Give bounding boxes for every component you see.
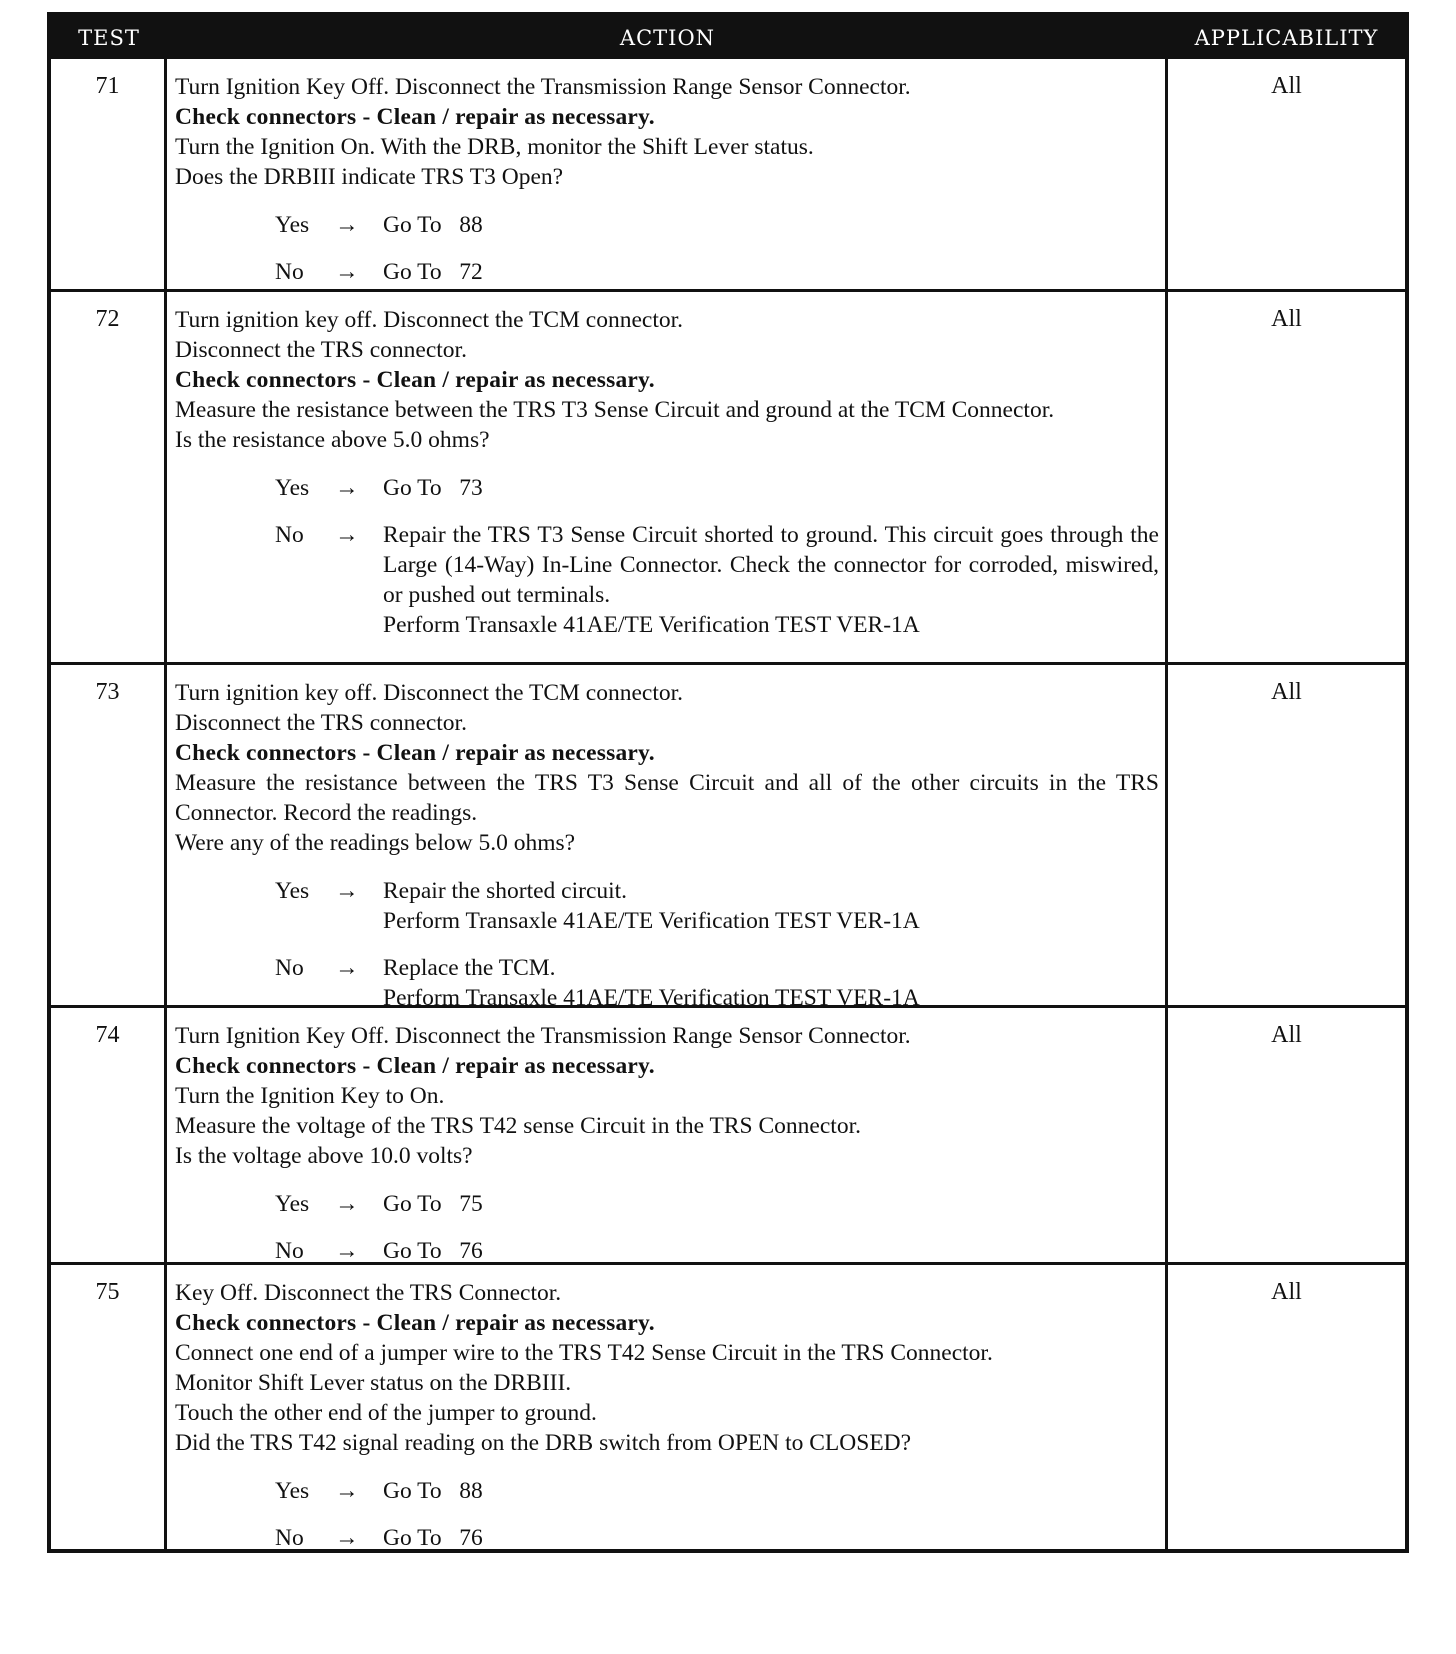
result-text: Go To 76	[383, 1238, 483, 1264]
branch-no	[275, 953, 1159, 1013]
branch-answer: No	[275, 259, 304, 285]
branch-result	[383, 876, 1159, 936]
table-row	[51, 59, 1405, 289]
branch-result	[383, 1236, 1159, 1266]
result-text: Perform Transaxle 41AE/TE Verification TEST VER-1A	[383, 985, 920, 1011]
branch-result	[383, 1189, 1159, 1219]
result-text: Perform Transaxle 41AE/TE Verification TEST VER-1A	[383, 908, 920, 934]
action-line: Disconnect the TRS connector.	[175, 710, 467, 736]
arrow-right-icon: →	[335, 1478, 359, 1504]
branch-result	[383, 257, 1159, 287]
action-cell	[167, 1008, 1168, 1262]
action-line: Turn the Ignition On. With the DRB, monitor the Shift Lever status.	[175, 134, 814, 160]
decision-branches	[175, 1189, 1159, 1266]
check-connectors-note: Check connectors - Clean / repair as necessary.	[175, 740, 655, 766]
branch-no	[275, 1236, 1159, 1266]
decision-branches	[175, 210, 1159, 287]
decision-branches	[175, 1476, 1159, 1553]
table-row	[51, 1262, 1405, 1549]
result-text: Go To 72	[383, 259, 483, 285]
check-connectors-note: Check connectors - Clean / repair as necessary.	[175, 104, 655, 130]
action-line: Does the DRBIII indicate TRS T3 Open?	[175, 164, 564, 190]
diagnostic-test-table	[47, 12, 1409, 1553]
arrow-right-icon: →	[335, 475, 359, 501]
branch-answer: Yes	[275, 878, 310, 904]
arrow-right-icon: →	[335, 522, 359, 548]
table-row	[51, 662, 1405, 1011]
branch-answer: Yes	[275, 475, 310, 501]
branch-result	[383, 520, 1159, 640]
action-line: Turn ignition key off. Disconnect the TCM connector.	[175, 680, 684, 706]
result-text: Replace the TCM.	[383, 955, 556, 981]
branch-no	[275, 520, 1159, 640]
header-applicability: APPLICABILITY	[1194, 25, 1379, 50]
branch-answer: No	[275, 1525, 304, 1551]
branch-result	[383, 1523, 1159, 1553]
action-line: Turn Ignition Key Off. Disconnect the Transmission Range Sensor Connector.	[175, 1023, 911, 1049]
check-connectors-note: Check connectors - Clean / repair as necessary.	[175, 367, 655, 393]
applicability: All	[1271, 1279, 1302, 1305]
result-text: Repair the TRS T3 Sense Circuit shorted to ground. This circuit goes through the Large (14-Way) In-Line Connector. Check the connector for corroded, miswired, or pushed out terminals.	[383, 522, 1159, 608]
result-text: Go To 88	[383, 212, 483, 238]
check-connectors-note: Check connectors - Clean / repair as necessary.	[175, 1053, 655, 1079]
action-line: Measure the voltage of the TRS T42 sense Circuit in the TRS Connector.	[175, 1113, 861, 1139]
test-number: 73	[51, 665, 167, 1005]
arrow-right-icon: →	[335, 955, 359, 981]
arrow-right-icon: →	[335, 1525, 359, 1551]
decision-branches	[175, 876, 1159, 1013]
result-text: Go To 73	[383, 475, 483, 501]
action-line: Key Off. Disconnect the TRS Connector.	[175, 1280, 562, 1306]
table-row	[51, 1005, 1405, 1262]
branch-answer: Yes	[275, 1191, 310, 1217]
action-line: Turn the Ignition Key to On.	[175, 1083, 445, 1109]
test-number: 74	[51, 1008, 167, 1262]
branch-answer: Yes	[275, 212, 310, 238]
result-text: Repair the shorted circuit.	[383, 878, 628, 904]
action-line: Measure the resistance between the TRS T3 Sense Circuit and ground at the TCM Connector.	[175, 397, 1055, 423]
applicability: All	[1271, 679, 1302, 705]
arrow-right-icon: →	[335, 1238, 359, 1264]
branch-answer: No	[275, 522, 304, 548]
applicability: All	[1271, 73, 1302, 99]
branch-yes	[275, 876, 1159, 936]
action-cell	[167, 1265, 1168, 1549]
branch-yes	[275, 473, 1159, 503]
branch-no	[275, 257, 1159, 287]
action-line: Turn ignition key off. Disconnect the TCM connector.	[175, 307, 684, 333]
branch-result	[383, 473, 1159, 503]
action-line: Is the resistance above 5.0 ohms?	[175, 427, 490, 453]
action-cell	[167, 59, 1168, 289]
branch-answer: No	[275, 955, 304, 981]
test-number: 75	[51, 1265, 167, 1549]
action-line: Measure the resistance between the TRS T3 Sense Circuit and all of the other circuits in the TRS Connector. Record the readings.	[175, 770, 1159, 826]
test-number: 72	[51, 292, 167, 662]
action-line: Is the voltage above 10.0 volts?	[175, 1143, 473, 1169]
header-action: ACTION	[619, 25, 716, 50]
arrow-right-icon: →	[335, 212, 359, 238]
check-connectors-note: Check connectors - Clean / repair as necessary.	[175, 1310, 655, 1336]
result-text: Go To 75	[383, 1191, 483, 1217]
branch-result	[383, 953, 1159, 1013]
arrow-right-icon: →	[335, 259, 359, 285]
branch-answer: No	[275, 1238, 304, 1264]
branch-answer: Yes	[275, 1478, 310, 1504]
result-text: Go To 76	[383, 1525, 483, 1551]
action-line: Touch the other end of the jumper to ground.	[175, 1400, 597, 1426]
decision-branches	[175, 473, 1159, 640]
action-cell	[167, 665, 1168, 1011]
table-body	[51, 59, 1405, 1549]
branch-yes	[275, 1189, 1159, 1219]
branch-yes	[275, 210, 1159, 240]
action-cell	[167, 292, 1168, 662]
applicability: All	[1271, 306, 1302, 332]
result-text: Perform Transaxle 41AE/TE Verification TEST VER-1A	[383, 612, 920, 638]
table-row	[51, 289, 1405, 662]
arrow-right-icon: →	[335, 1191, 359, 1217]
action-line: Connect one end of a jumper wire to the TRS T42 Sense Circuit in the TRS Connector.	[175, 1340, 993, 1366]
header-test: TEST	[78, 25, 140, 50]
applicability: All	[1271, 1022, 1302, 1048]
test-number: 71	[51, 59, 167, 289]
action-line: Turn Ignition Key Off. Disconnect the Transmission Range Sensor Connector.	[175, 74, 911, 100]
action-line: Were any of the readings below 5.0 ohms?	[175, 830, 576, 856]
action-line: Monitor Shift Lever status on the DRBIII.	[175, 1370, 572, 1396]
branch-yes	[275, 1476, 1159, 1506]
arrow-right-icon: →	[335, 878, 359, 904]
action-line: Disconnect the TRS connector.	[175, 337, 467, 363]
branch-result	[383, 210, 1159, 240]
branch-no	[275, 1523, 1159, 1553]
action-line: Did the TRS T42 signal reading on the DRB switch from OPEN to CLOSED?	[175, 1430, 912, 1456]
result-text: Go To 88	[383, 1478, 483, 1504]
branch-result	[383, 1476, 1159, 1506]
table-header	[51, 16, 1405, 59]
